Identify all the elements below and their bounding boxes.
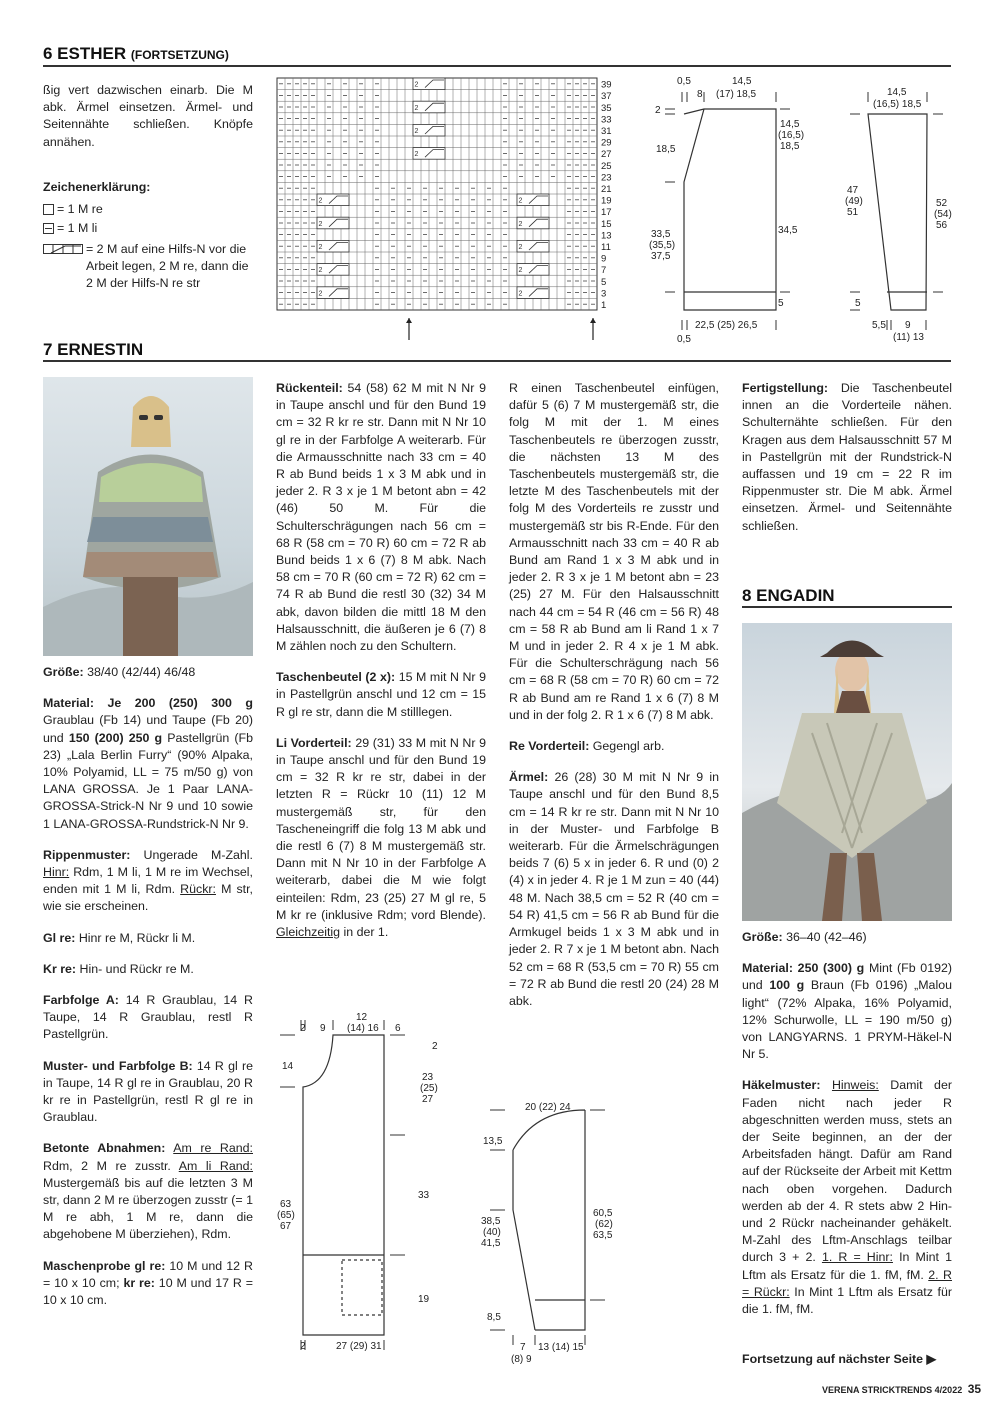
section-rule	[43, 65, 951, 67]
dim-label: 22,5 (25) 26,5	[695, 320, 758, 331]
cable-symbol	[317, 240, 349, 252]
cable-symbol	[413, 124, 445, 136]
section-title-engadin: 8 ENGADIN	[742, 586, 835, 605]
row-number: 23	[601, 172, 612, 184]
dim-label: 33,5	[651, 229, 671, 240]
ernestin-column-3: R einen Taschenbeutel einfügen, dafür 5 (6) 7 M mustergemäß str, die folg M mit der 1. M eines Taschenbeutels re überzogen zusstr, die nächsten 13 M des Taschenbeutels mustergemäß str, die letzte M des Taschenbeutels mit der folg M des Vorderteils re zusstr und mustergemäß str bis R-Ende. Für den Armausschnitt nach 33 cm = 40 R ab Bund am Rand 1 x 3 M abk und in jeder 2. R 3 x je 1 M betont abn = 23 (25) 27 M. Für den Halsausschnitt nach 44 cm = 54 R (46 cm = 56 R) 48 cm = 58 R ab Bund am li Rand 1 x 7 M und in jeder 2. R 4 x je 1 M abk. Für die Schulterschrägung nach 56 cm = 68 R (58 cm = 70 R) 60 cm = 72 R ab Bund am re Rand 1 x 6 (7) 8 M und in der folg 2. R 1 x 6 (7) 8 M abk. Re Vorderteil: Gegengl arb. Ärmel: 26 (28) 30 M mit N Nr 9 in Taupe anschl und für den Bund 8,5 cm = 14 R kr re str. Dann mit N Nr 10 in der Muster- und Farbfolge B weiterarb. Für die Ärmelschrägungen beids 7 (6) 5 x in jeder 6. R und (0) 2 (4) x in jeder 4. R je 1 M zun = 40 (44) 48 M. Nach 38,5 cm = 52 R (40 cm = 54 R) 41,5 cm = 56 R ab Bund für die Armkugel beids 1 x 3 M abk und in jeder 2. R 7 x je 1 M betont abn. Nach 52 cm = 68 R (53,5 cm = 70 R) 55 cm = 72 R ab Bund die restl 20 (24) 28 M abk.	[509, 381, 719, 1008]
ernestin-photo	[43, 377, 253, 656]
section-rule	[43, 360, 951, 362]
cable-symbol	[413, 78, 445, 90]
row-number: 39	[601, 79, 612, 91]
row-number: 17	[601, 207, 612, 219]
dim-label: (16,5)	[778, 130, 805, 141]
dim-label: (8) 9	[511, 1354, 532, 1365]
dim-label: 13 (14) 15	[538, 1342, 584, 1353]
row-number: 31	[601, 126, 612, 137]
dim-label: 9	[905, 320, 911, 331]
row-number: 9	[601, 253, 607, 265]
dim-label: 27	[422, 1094, 434, 1105]
row-number: 5	[601, 276, 607, 288]
row-number: 19	[601, 195, 612, 207]
ernestin-column-1: Größe: 38/40 (42/44) 46/48 Material: Je 200 (250) 300 g Graublau (Fb 14) und Taupe (Fb 20) und 150 (200) 250 g Pastellgrün (Fb 23) „Lala Berlin Furry“ (90% Alpaka, 10% Polyamid, LL = 75 m/50 g) von LANA GROSSA. Je 1 Paar LANA-GROSSA-Strick-N Nr 9 und 10 sowie 1 LANA-GROSSA-Rundstrick-N Nr 9. Rippenmuster: Ungerade M-Zahl. Hinr: Rdm, 1 M li, 1 M re im Wechsel, enden mit 1 M li, Rdm. Rückr: M str, wie sie erscheinen. Gl re: Hinr re M, Rückr li M. Kr re: Hin- und Rückr re M. Farbfolge A: 14 R Graublau, 14 R Taupe, 14 R Graublau, restl R Pastellgrün. Muster- und Farbfolge B: 14 R gl re in Taupe, 14 R gl re in Graublau, 20 R kr re in Pastellgrün, restl R gl re in Graublau. Betonte Abnahmen: Am re Rand: Rdm, 2 M re zusstr. Am li Rand: Mustergemäß bis auf die letzten 3 M str, dann 2 M re überzogen zusstr (= 1 M re abh, 1 M re, dann die abgehobene M überziehen), Rdm. Maschenprobe gl re: 10 M und 12 R = 10 x 10 cm; kr re: 10 M und 17 R = 10 x 10 cm.	[43, 665, 253, 1308]
row-number: 15	[601, 218, 612, 230]
dash-square-icon	[43, 223, 54, 234]
dim-label: 14,5	[887, 87, 907, 98]
dim-label: 41,5	[481, 1238, 501, 1249]
dim-label: (65)	[277, 1210, 295, 1221]
model-image	[742, 623, 952, 921]
section-title-esther: 6 ESTHER (FORTSETZUNG)	[43, 44, 229, 63]
esther-body-schematic	[640, 72, 805, 352]
dim-label: 38,5	[481, 1216, 501, 1227]
knitting-chart	[275, 76, 620, 341]
cable-symbol	[413, 101, 445, 113]
engadin-column: Größe: 36–40 (42–46) Material: 250 (300) g Mint (Fb 0192) und 100 g Braun (Fb 0196) „Malou light“ (72% Alpaka, 16% Polyamid, 12% Schurwolle, LL = 190 m/50 g) von LANGYARNS. 1 PRYM-Häkel-N Nr 5. Häkelmuster: Hinweis: Damit der Faden nicht nach jeder R abgeschnitten werden muss, stets an der Seite beginnen, an der der Arbeitsfaden hängt. Dafür am Rand auf der Rückseite der Arbeit mit Kettm nach oben vorgehen. Dadurch werden ab der 4. R stets abw 2 Hin- und 2 Rückr nacheinander gehäkelt. M-Zahl des Lftm-Anschlags teilbar durch 3 + 2. 1. R = Hinr: In Mint 1 Lftm als Ersatz für die 1. fM, fM. 2. R = Rückr: In Mint 1 Lftm als Ersatz für die 1. fM, fM.	[742, 930, 953, 1317]
dim-label: (49)	[845, 196, 863, 207]
dim-label: 47	[847, 185, 859, 196]
row-number: 29	[601, 137, 612, 149]
ernestin-body-schematic	[270, 1005, 450, 1365]
dim-label: 33	[418, 1190, 430, 1201]
continue-note: Fortsetzung auf nächster Seite ▶	[742, 1352, 937, 1366]
dim-label: 2	[432, 1041, 438, 1052]
esther-sleeve-schematic	[835, 72, 955, 352]
row-number: 7	[601, 265, 607, 277]
dim-label: (40)	[483, 1227, 501, 1238]
dim-label: 12	[356, 1012, 368, 1023]
svg-text:2: 2	[518, 267, 523, 275]
dim-label: 5	[778, 298, 784, 309]
row-number: 37	[601, 91, 612, 103]
cable-symbol	[517, 240, 549, 252]
svg-text:2: 2	[318, 197, 323, 205]
cable-symbol	[317, 264, 349, 276]
dim-label: 19	[418, 1294, 430, 1305]
dim-label: 2	[655, 105, 661, 116]
dim-label: 23	[422, 1072, 434, 1083]
svg-text:2: 2	[414, 104, 419, 112]
dim-label: 8	[697, 89, 703, 100]
svg-text:2: 2	[318, 267, 323, 275]
cable-symbol	[317, 217, 349, 229]
row-number: 3	[601, 288, 607, 300]
dim-label: (17) 18,5	[716, 89, 757, 100]
dim-label: (16,5) 18,5	[873, 99, 922, 110]
dim-label: 0,5	[677, 76, 691, 87]
page-number: 35	[967, 1382, 982, 1396]
cable-symbol	[317, 287, 349, 299]
dim-label: (25)	[420, 1083, 438, 1094]
dim-label: 7	[520, 1342, 526, 1353]
dim-label: (35,5)	[649, 240, 676, 251]
dim-label: 14,5	[732, 76, 752, 87]
svg-text:2: 2	[518, 290, 523, 298]
svg-text:2: 2	[518, 244, 523, 251]
svg-text:2: 2	[414, 81, 419, 89]
row-number: 11	[601, 242, 611, 253]
arrow-right-icon: ▶	[926, 1352, 937, 1366]
section-rule	[742, 606, 952, 608]
dim-label: 56	[936, 220, 948, 231]
row-number: 27	[601, 149, 612, 161]
ernestin-sleeve-schematic	[475, 1090, 625, 1370]
cable-icon	[43, 244, 83, 254]
dim-label: 27 (29) 31	[336, 1341, 382, 1352]
svg-text:2: 2	[318, 244, 323, 251]
svg-text:2: 2	[318, 290, 323, 298]
legend-item-purl: = 1 M li	[43, 220, 97, 237]
cable-symbol	[517, 264, 549, 276]
dim-label: 52	[936, 198, 948, 209]
dim-label: 2	[300, 1023, 306, 1034]
dim-label: 6	[395, 1023, 401, 1034]
dim-label: 51	[847, 207, 859, 218]
legend-item-cable: = 2 M auf eine Hilfs-N vor die Arbeit legen, 2 M re, dann die 2 M der Hilfs-N re str	[43, 241, 253, 292]
dim-label: 2	[300, 1341, 306, 1352]
svg-text:2: 2	[414, 151, 419, 159]
dim-label: 5	[855, 298, 861, 309]
row-number: 25	[601, 160, 612, 172]
row-number: 21	[601, 184, 612, 195]
cable-symbol	[517, 194, 549, 206]
row-number: 35	[601, 102, 612, 114]
svg-text:2: 2	[414, 128, 419, 135]
section-title-ernestin: 7 ERNESTIN	[43, 340, 144, 359]
dim-label: (14) 16	[347, 1023, 379, 1034]
legend-title: Zeichenerklärung:	[43, 180, 151, 194]
dim-label: (62)	[595, 1219, 613, 1230]
legend-item-knit: = 1 M re	[43, 201, 103, 218]
dim-label: 18,5	[656, 144, 676, 155]
model-image	[43, 377, 253, 656]
footer: VERENA STRICKTRENDS 4/2022 35	[822, 1382, 982, 1396]
dim-label: 14,5	[780, 119, 800, 130]
row-number: 13	[601, 230, 612, 242]
svg-text:2: 2	[518, 220, 523, 228]
dim-label: 9	[320, 1023, 326, 1034]
dim-label: 0,5	[677, 334, 691, 345]
cable-symbol	[413, 148, 445, 160]
dim-label: 63	[280, 1199, 292, 1210]
svg-text:2: 2	[518, 197, 523, 205]
row-number: 33	[601, 114, 612, 126]
dim-label: 18,5	[780, 141, 800, 152]
dim-label: 60,5	[593, 1208, 613, 1219]
esther-intro: ßig vert dazwischen einarb. Die M abk. Ärmel einsetzen. Ärmel- und Seitennähte schließen. Knöpfe annähen.	[43, 83, 253, 149]
svg-text:2: 2	[318, 220, 323, 228]
ernestin-column-2: Rückenteil: 54 (58) 62 M mit N Nr 9 in Taupe anschl und für den Bund 19 cm = 32 R kr re str. Dann mit N Nr 10 gl re in der Farbfolge A weiterarb. Für die Armausschnitte nach 33 cm = 40 R ab Bund beids 1 x 3 M abk und in jeder 2. R 3 x je 1 M betont abn = 42 (46) 50 M. Für die Schulterschrägungen nach 56 cm = 68 R (58 cm = 70 R) 60 cm = 72 R ab Bund beids 1 x 6 (7) 8 M abk. Nach 58 cm = 70 R (60 cm = 72 R) 62 cm = 74 R ab Bund die restl 30 (32) 34 M abk, davon bilden die mittl 18 M den Halsausschnitt, die äußeren je 6 (7) 8 M zählen noch zu den Schultern. Taschenbeutel (2 x): 15 M mit N Nr 9 in Pastellgrün anschl und 12 cm = 15 R gl re str, dann die M stilllegen. Li Vorderteil: 29 (31) 33 M mit N Nr 9 in Taupe anschl und für den Bund 19 cm = 32 R kr re str, dabei in der letzten R = Rückr 10 (11) 12 M mustergemäß str, für den Tascheneingriff die folg 13 M abk und die restl 6 (7) 8 M mustergemäß str. Dann mit N Nr 10 in der Farbfolge A weiterarb, dabei die M wie folgt einteilen: Rdm, 23 (25) 27 M gl re, 5 M kr re (inklusive Rdm; vord Blende). Gleichzeitig in der 1.	[276, 381, 487, 940]
dim-label: 63,5	[593, 1230, 613, 1241]
engadin-photo	[742, 623, 952, 921]
cable-symbol	[317, 194, 349, 206]
ernestin-column-4: Fertigstellung: Die Taschenbeutel innen an die Vorderteile nähen. Schulternähte schließen. Für den Kragen aus dem Halsausschnitt 57 M in Pastellgrün mit der Rundstrick-N auffassen und 19 cm = 22 R im Rippenmuster str. Die M abk. Ärmel einsetzen. Ärmel- und Seitennähte schließen.	[742, 381, 952, 533]
dim-label: 8,5	[487, 1312, 501, 1323]
cable-symbol	[517, 217, 549, 229]
dim-label: 37,5	[651, 251, 671, 262]
dim-label: 34,5	[778, 225, 798, 236]
square-icon	[43, 204, 54, 215]
cable-symbol	[517, 287, 549, 299]
dim-label: 20 (22) 24	[525, 1102, 571, 1113]
row-number: 1	[601, 300, 607, 311]
dim-label: (54)	[934, 209, 952, 220]
arrow-up-icon	[590, 318, 596, 340]
dim-label: 13,5	[483, 1136, 503, 1147]
dim-label: 5,5	[872, 320, 886, 331]
dim-label: 14	[282, 1061, 294, 1072]
dim-label: (11) 13	[893, 332, 924, 343]
dim-label: 67	[280, 1221, 292, 1232]
arrow-up-icon	[406, 318, 412, 340]
